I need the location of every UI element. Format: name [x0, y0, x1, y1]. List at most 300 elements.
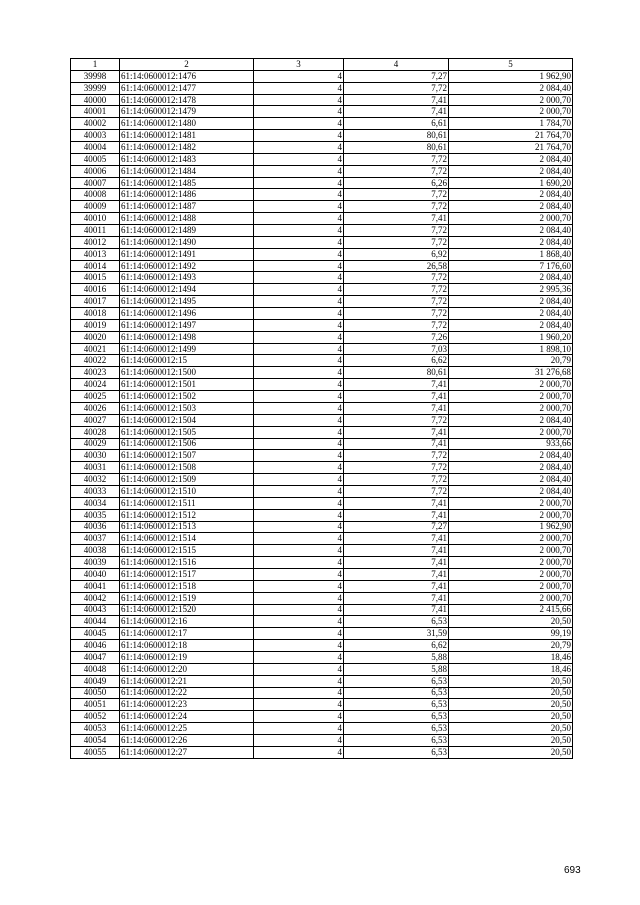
table-row	[71, 248, 573, 260]
value-cell: 2 000,70	[449, 557, 573, 569]
row-number-cell: 40018	[71, 308, 120, 320]
row-number-cell: 40003	[71, 130, 120, 142]
area-cell: 7,41	[344, 438, 449, 450]
row-number-cell: 40028	[71, 426, 120, 438]
value-cell: 1 690,20	[449, 177, 573, 189]
row-number-cell: 40001	[71, 106, 120, 118]
table-row	[71, 260, 573, 272]
area-cell: 7,41	[344, 509, 449, 521]
row-number-cell: 40009	[71, 201, 120, 213]
cadastral-number-cell: 61:14:0600012:1517	[120, 568, 254, 580]
cadastral-number-cell: 61:14:0600012:27	[120, 746, 254, 758]
cadastral-number-cell: 61:14:0600012:1477	[120, 82, 254, 94]
table-row	[71, 213, 573, 225]
group-cell: 4	[254, 236, 344, 248]
group-cell: 4	[254, 723, 344, 735]
value-cell: 2 000,70	[449, 106, 573, 118]
row-number-cell: 40017	[71, 296, 120, 308]
cadastral-number-cell: 61:14:0600012:1493	[120, 272, 254, 284]
cadastral-number-cell: 61:14:0600012:26	[120, 734, 254, 746]
row-number-cell: 40052	[71, 711, 120, 723]
row-number-cell: 40020	[71, 331, 120, 343]
table-row	[71, 711, 573, 723]
table-row	[71, 414, 573, 426]
area-cell: 7,27	[344, 70, 449, 82]
table-row	[71, 70, 573, 82]
cadastral-number-cell: 61:14:0600012:1496	[120, 308, 254, 320]
area-cell: 6,53	[344, 675, 449, 687]
cadastral-number-cell: 61:14:0600012:23	[120, 699, 254, 711]
group-cell: 4	[254, 734, 344, 746]
row-number-cell: 40037	[71, 533, 120, 545]
cadastral-number-cell: 61:14:0600012:1488	[120, 213, 254, 225]
value-cell: 2 000,70	[449, 580, 573, 592]
table-row	[71, 402, 573, 414]
cadastral-number-cell: 61:14:0600012:1479	[120, 106, 254, 118]
cadastral-number-cell: 61:14:0600012:1489	[120, 225, 254, 237]
group-cell: 4	[254, 201, 344, 213]
area-cell: 7,72	[344, 450, 449, 462]
cadastral-number-cell: 61:14:0600012:1484	[120, 165, 254, 177]
area-cell: 6,53	[344, 687, 449, 699]
group-cell: 4	[254, 272, 344, 284]
group-cell: 4	[254, 355, 344, 367]
group-cell: 4	[254, 142, 344, 154]
value-cell: 2 000,70	[449, 568, 573, 580]
cadastral-number-cell: 61:14:0600012:21	[120, 675, 254, 687]
value-cell: 20,50	[449, 734, 573, 746]
value-cell: 2 000,70	[449, 94, 573, 106]
row-number-cell: 39998	[71, 70, 120, 82]
table-row	[71, 106, 573, 118]
area-cell: 80,61	[344, 367, 449, 379]
row-number-cell: 40013	[71, 248, 120, 260]
group-cell: 4	[254, 189, 344, 201]
cadastral-number-cell: 61:14:0600012:1494	[120, 284, 254, 296]
table-row	[71, 651, 573, 663]
value-cell: 2 000,70	[449, 426, 573, 438]
row-number-cell: 40034	[71, 497, 120, 509]
row-number-cell: 40007	[71, 177, 120, 189]
group-cell: 4	[254, 308, 344, 320]
cadastral-number-cell: 61:14:0600012:1518	[120, 580, 254, 592]
group-cell: 4	[254, 82, 344, 94]
cadastral-number-cell: 61:14:0600012:1507	[120, 450, 254, 462]
value-cell: 2 000,70	[449, 379, 573, 391]
cadastral-number-cell: 61:14:0600012:1502	[120, 391, 254, 403]
value-cell: 20,50	[449, 675, 573, 687]
value-cell: 2 000,70	[449, 391, 573, 403]
area-cell: 6,53	[344, 711, 449, 723]
value-cell: 2 415,66	[449, 604, 573, 616]
group-cell: 4	[254, 319, 344, 331]
group-cell: 4	[254, 497, 344, 509]
area-cell: 7,27	[344, 521, 449, 533]
value-cell: 2 084,40	[449, 296, 573, 308]
value-cell: 2 084,40	[449, 474, 573, 486]
value-cell: 2 000,70	[449, 592, 573, 604]
cadastral-number-cell: 61:14:0600012:1504	[120, 414, 254, 426]
group-cell: 4	[254, 640, 344, 652]
row-number-cell: 40021	[71, 343, 120, 355]
cadastral-number-cell: 61:14:0600012:1480	[120, 118, 254, 130]
value-cell: 18,46	[449, 651, 573, 663]
table-row	[71, 308, 573, 320]
row-number-cell: 40019	[71, 319, 120, 331]
table-row	[71, 94, 573, 106]
value-cell: 20,79	[449, 355, 573, 367]
value-cell: 2 000,70	[449, 509, 573, 521]
group-cell: 4	[254, 687, 344, 699]
area-cell: 7,72	[344, 319, 449, 331]
group-cell: 4	[254, 580, 344, 592]
table-row	[71, 533, 573, 545]
group-cell: 4	[254, 284, 344, 296]
cadastral-number-cell: 61:14:0600012:1516	[120, 557, 254, 569]
column-header: 1	[71, 59, 120, 71]
group-cell: 4	[254, 225, 344, 237]
value-cell: 2 084,40	[449, 272, 573, 284]
value-cell: 1 784,70	[449, 118, 573, 130]
area-cell: 5,88	[344, 663, 449, 675]
area-cell: 7,72	[344, 284, 449, 296]
column-header: 4	[344, 59, 449, 71]
value-cell: 2 084,40	[449, 450, 573, 462]
group-cell: 4	[254, 711, 344, 723]
cadastral-number-cell: 61:14:0600012:1508	[120, 462, 254, 474]
value-cell: 2 084,40	[449, 201, 573, 213]
table-row	[71, 142, 573, 154]
row-number-cell: 40038	[71, 545, 120, 557]
area-cell: 7,72	[344, 462, 449, 474]
area-cell: 7,41	[344, 533, 449, 545]
area-cell: 7,41	[344, 497, 449, 509]
cadastral-number-cell: 61:14:0600012:1501	[120, 379, 254, 391]
value-cell: 2 995,36	[449, 284, 573, 296]
table-row	[71, 521, 573, 533]
table-row	[71, 545, 573, 557]
table-row	[71, 367, 573, 379]
table-row	[71, 687, 573, 699]
row-number-cell: 40010	[71, 213, 120, 225]
cadastral-number-cell: 61:14:0600012:1482	[120, 142, 254, 154]
value-cell: 2 084,40	[449, 308, 573, 320]
area-cell: 7,41	[344, 213, 449, 225]
area-cell: 6,53	[344, 699, 449, 711]
row-number-cell: 40055	[71, 746, 120, 758]
table-row	[71, 640, 573, 652]
row-number-cell: 39999	[71, 82, 120, 94]
row-number-cell: 40036	[71, 521, 120, 533]
table-row	[71, 272, 573, 284]
row-number-cell: 40031	[71, 462, 120, 474]
table-row	[71, 153, 573, 165]
value-cell: 2 084,40	[449, 462, 573, 474]
cadastral-number-cell: 61:14:0600012:17	[120, 628, 254, 640]
group-cell: 4	[254, 260, 344, 272]
row-number-cell: 40014	[71, 260, 120, 272]
table-row	[71, 557, 573, 569]
group-cell: 4	[254, 106, 344, 118]
value-cell: 20,50	[449, 699, 573, 711]
value-cell: 1 898,10	[449, 343, 573, 355]
table-row	[71, 592, 573, 604]
group-cell: 4	[254, 118, 344, 130]
table-row	[71, 628, 573, 640]
cadastral-number-cell: 61:14:0600012:1492	[120, 260, 254, 272]
cadastral-number-cell: 61:14:0600012:1476	[120, 70, 254, 82]
value-cell: 7 176,60	[449, 260, 573, 272]
group-cell: 4	[254, 568, 344, 580]
area-cell: 7,41	[344, 545, 449, 557]
group-cell: 4	[254, 165, 344, 177]
value-cell: 21 764,70	[449, 130, 573, 142]
table-row	[71, 130, 573, 142]
cadastral-number-cell: 61:14:0600012:1495	[120, 296, 254, 308]
value-cell: 2 000,70	[449, 497, 573, 509]
area-cell: 7,72	[344, 82, 449, 94]
group-cell: 4	[254, 450, 344, 462]
value-cell: 2 084,40	[449, 236, 573, 248]
group-cell: 4	[254, 331, 344, 343]
row-number-cell: 40043	[71, 604, 120, 616]
area-cell: 7,41	[344, 391, 449, 403]
area-cell: 7,03	[344, 343, 449, 355]
row-number-cell: 40030	[71, 450, 120, 462]
area-cell: 26,58	[344, 260, 449, 272]
row-number-cell: 40047	[71, 651, 120, 663]
row-number-cell: 40046	[71, 640, 120, 652]
row-number-cell: 40011	[71, 225, 120, 237]
cadastral-number-cell: 61:14:0600012:1509	[120, 474, 254, 486]
cadastral-number-cell: 61:14:0600012:25	[120, 723, 254, 735]
group-cell: 4	[254, 213, 344, 225]
group-cell: 4	[254, 628, 344, 640]
area-cell: 5,88	[344, 651, 449, 663]
table-row	[71, 118, 573, 130]
row-number-cell: 40000	[71, 94, 120, 106]
value-cell: 2 084,40	[449, 165, 573, 177]
table-row	[71, 474, 573, 486]
area-cell: 80,61	[344, 130, 449, 142]
table-row	[71, 497, 573, 509]
cadastral-number-cell: 61:14:0600012:1503	[120, 402, 254, 414]
value-cell: 31 276,68	[449, 367, 573, 379]
row-number-cell: 40006	[71, 165, 120, 177]
table-row	[71, 355, 573, 367]
cadastral-number-cell: 61:14:0600012:1487	[120, 201, 254, 213]
area-cell: 7,41	[344, 604, 449, 616]
page-number: 693	[564, 865, 581, 876]
area-cell: 7,26	[344, 331, 449, 343]
group-cell: 4	[254, 402, 344, 414]
row-number-cell: 40048	[71, 663, 120, 675]
row-number-cell: 40029	[71, 438, 120, 450]
table-row	[71, 319, 573, 331]
value-cell: 20,50	[449, 723, 573, 735]
table-row	[71, 225, 573, 237]
cadastral-number-cell: 61:14:0600012:1515	[120, 545, 254, 557]
area-cell: 7,72	[344, 153, 449, 165]
area-cell: 7,72	[344, 474, 449, 486]
value-cell: 2 084,40	[449, 189, 573, 201]
row-number-cell: 40053	[71, 723, 120, 735]
cadastral-number-cell: 61:14:0600012:1512	[120, 509, 254, 521]
value-cell: 2 084,40	[449, 82, 573, 94]
row-number-cell: 40005	[71, 153, 120, 165]
group-cell: 4	[254, 391, 344, 403]
area-cell: 7,41	[344, 568, 449, 580]
cadastral-number-cell: 61:14:0600012:1505	[120, 426, 254, 438]
header-row	[71, 59, 573, 71]
row-number-cell: 40045	[71, 628, 120, 640]
area-cell: 7,72	[344, 296, 449, 308]
value-cell: 1 960,20	[449, 331, 573, 343]
area-cell: 7,72	[344, 308, 449, 320]
area-cell: 7,72	[344, 272, 449, 284]
row-number-cell: 40040	[71, 568, 120, 580]
column-header: 5	[449, 59, 573, 71]
group-cell: 4	[254, 70, 344, 82]
group-cell: 4	[254, 699, 344, 711]
area-cell: 6,53	[344, 746, 449, 758]
cadastral-number-cell: 61:14:0600012:1500	[120, 367, 254, 379]
value-cell: 18,46	[449, 663, 573, 675]
group-cell: 4	[254, 746, 344, 758]
area-cell: 7,72	[344, 485, 449, 497]
table-body	[71, 70, 573, 758]
group-cell: 4	[254, 248, 344, 260]
value-cell: 2 000,70	[449, 533, 573, 545]
group-cell: 4	[254, 675, 344, 687]
group-cell: 4	[254, 521, 344, 533]
value-cell: 20,50	[449, 746, 573, 758]
table-row	[71, 391, 573, 403]
table-row	[71, 343, 573, 355]
cadastral-number-cell: 61:14:0600012:22	[120, 687, 254, 699]
table-row	[71, 189, 573, 201]
table-row	[71, 201, 573, 213]
row-number-cell: 40049	[71, 675, 120, 687]
table-row	[71, 82, 573, 94]
cadastral-number-cell: 61:14:0600012:1513	[120, 521, 254, 533]
row-number-cell: 40025	[71, 391, 120, 403]
cadastral-number-cell: 61:14:0600012:1511	[120, 497, 254, 509]
area-cell: 80,61	[344, 142, 449, 154]
cadastral-number-cell: 61:14:0600012:1498	[120, 331, 254, 343]
cadastral-number-cell: 61:14:0600012:1499	[120, 343, 254, 355]
value-cell: 99,19	[449, 628, 573, 640]
group-cell: 4	[254, 651, 344, 663]
table-row	[71, 296, 573, 308]
area-cell: 7,41	[344, 592, 449, 604]
row-number-cell: 40044	[71, 616, 120, 628]
cadastral-number-cell: 61:14:0600012:18	[120, 640, 254, 652]
group-cell: 4	[254, 367, 344, 379]
group-cell: 4	[254, 296, 344, 308]
group-cell: 4	[254, 545, 344, 557]
table-row	[71, 568, 573, 580]
group-cell: 4	[254, 414, 344, 426]
table-row	[71, 284, 573, 296]
data-table	[70, 58, 573, 759]
cadastral-number-cell: 61:14:0600012:1510	[120, 485, 254, 497]
value-cell: 2 000,70	[449, 213, 573, 225]
cadastral-number-cell: 61:14:0600012:1514	[120, 533, 254, 545]
value-cell: 20,50	[449, 616, 573, 628]
area-cell: 6,62	[344, 640, 449, 652]
group-cell: 4	[254, 533, 344, 545]
table-row	[71, 723, 573, 735]
row-number-cell: 40051	[71, 699, 120, 711]
row-number-cell: 40039	[71, 557, 120, 569]
table-row	[71, 509, 573, 521]
row-number-cell: 40024	[71, 379, 120, 391]
row-number-cell: 40041	[71, 580, 120, 592]
group-cell: 4	[254, 177, 344, 189]
column-header: 3	[254, 59, 344, 71]
area-cell: 7,41	[344, 106, 449, 118]
cadastral-number-cell: 61:14:0600012:1506	[120, 438, 254, 450]
area-cell: 7,41	[344, 94, 449, 106]
group-cell: 4	[254, 557, 344, 569]
value-cell: 2 084,40	[449, 485, 573, 497]
table-row	[71, 485, 573, 497]
area-cell: 6,92	[344, 248, 449, 260]
area-cell: 7,72	[344, 201, 449, 213]
group-cell: 4	[254, 94, 344, 106]
cadastral-number-cell: 61:14:0600012:1520	[120, 604, 254, 616]
column-header: 2	[120, 59, 254, 71]
cadastral-number-cell: 61:14:0600012:1478	[120, 94, 254, 106]
table-row	[71, 604, 573, 616]
value-cell: 1 962,90	[449, 70, 573, 82]
group-cell: 4	[254, 343, 344, 355]
area-cell: 7,41	[344, 379, 449, 391]
group-cell: 4	[254, 438, 344, 450]
table-row	[71, 616, 573, 628]
group-cell: 4	[254, 153, 344, 165]
row-number-cell: 40054	[71, 734, 120, 746]
row-number-cell: 40050	[71, 687, 120, 699]
group-cell: 4	[254, 474, 344, 486]
value-cell: 2 084,40	[449, 225, 573, 237]
group-cell: 4	[254, 462, 344, 474]
row-number-cell: 40035	[71, 509, 120, 521]
table-row	[71, 675, 573, 687]
value-cell: 1 868,40	[449, 248, 573, 260]
cadastral-number-cell: 61:14:0600012:1497	[120, 319, 254, 331]
group-cell: 4	[254, 509, 344, 521]
area-cell: 7,72	[344, 414, 449, 426]
cadastral-number-cell: 61:14:0600012:16	[120, 616, 254, 628]
cadastral-number-cell: 61:14:0600012:1481	[120, 130, 254, 142]
cadastral-number-cell: 61:14:0600012:1490	[120, 236, 254, 248]
area-cell: 31,59	[344, 628, 449, 640]
value-cell: 2 084,40	[449, 153, 573, 165]
area-cell: 6,62	[344, 355, 449, 367]
row-number-cell: 40026	[71, 402, 120, 414]
table-row	[71, 236, 573, 248]
row-number-cell: 40033	[71, 485, 120, 497]
value-cell: 20,79	[449, 640, 573, 652]
table-row	[71, 462, 573, 474]
area-cell: 7,72	[344, 165, 449, 177]
table-row	[71, 165, 573, 177]
row-number-cell: 40016	[71, 284, 120, 296]
value-cell: 20,50	[449, 711, 573, 723]
cadastral-number-cell: 61:14:0600012:24	[120, 711, 254, 723]
